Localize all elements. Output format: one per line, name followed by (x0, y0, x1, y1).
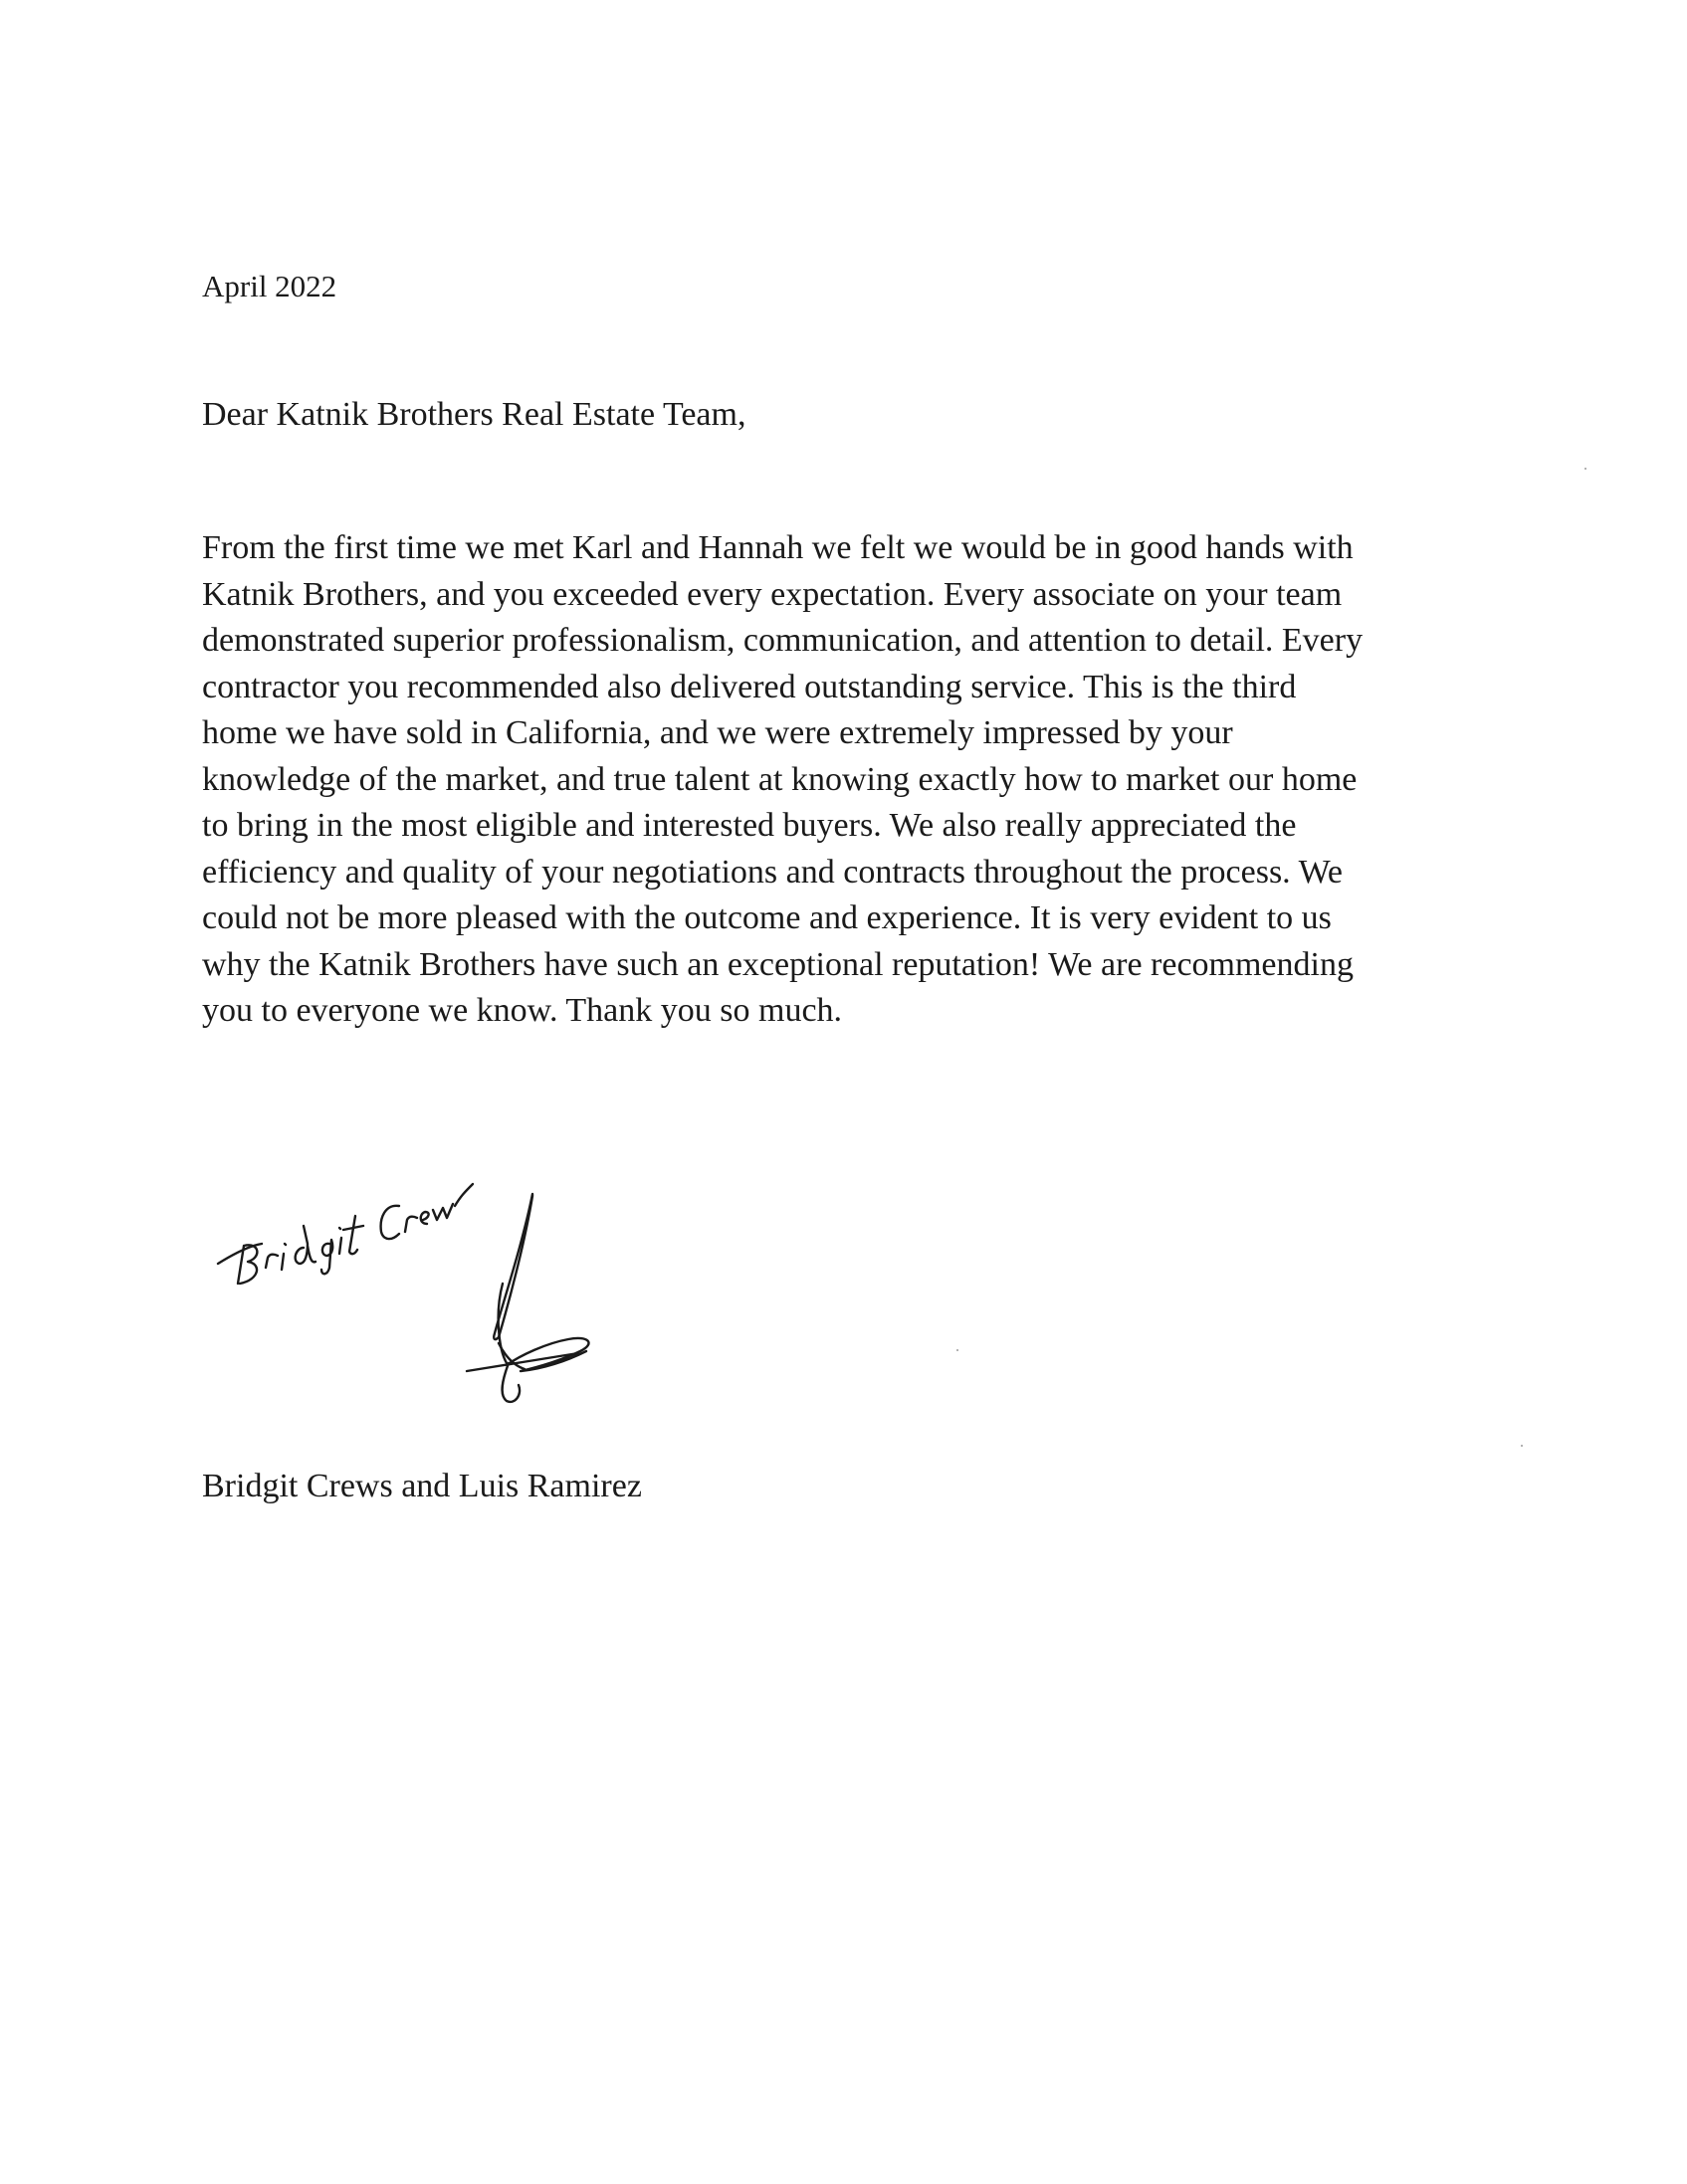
letter-body (202, 525, 1496, 1035)
body-line: From the first time we met Karl and Hannah we felt we would be in good hands with (202, 529, 1354, 566)
body-line: home we have sold in California, and we were extremely impressed by your (202, 714, 1233, 751)
body-line: demonstrated superior professionalism, communication, and attention to detail. Every (202, 622, 1364, 659)
body-line: you to everyone we know. Thank you so much. (202, 992, 843, 1029)
luis-ramirez-signature (467, 1194, 589, 1402)
signatures-area (204, 1134, 662, 1433)
body-line: knowledge of the market, and true talent at knowing exactly how to market our home (202, 760, 1358, 798)
body-line: Katnik Brothers, and you exceeded every expectation. Every associate on your team (202, 575, 1343, 613)
body-line: why the Katnik Brothers have such an exceptional reputation! We are recommending (202, 945, 1354, 983)
body-line: efficiency and quality of your negotiations and contracts throughout the process. We (202, 853, 1344, 891)
scan-speck (1521, 1445, 1523, 1447)
body-line: to bring in the most eligible and interested buyers. We also really appreciated the (202, 807, 1297, 844)
letter-date: April 2022 (202, 269, 337, 303)
body-line: contractor you recommended also delivered outstanding service. This is the third (202, 668, 1297, 705)
body-line: could not be more pleased with the outcome and experience. It is very evident to us (202, 899, 1332, 936)
letter-salutation: Dear Katnik Brothers Real Estate Team, (202, 396, 746, 433)
scan-speck (956, 1349, 958, 1351)
bridgit-crews-signature (218, 1184, 473, 1284)
scan-speck (1584, 468, 1586, 470)
signatories-names: Bridgit Crews and Luis Ramirez (202, 1468, 642, 1504)
